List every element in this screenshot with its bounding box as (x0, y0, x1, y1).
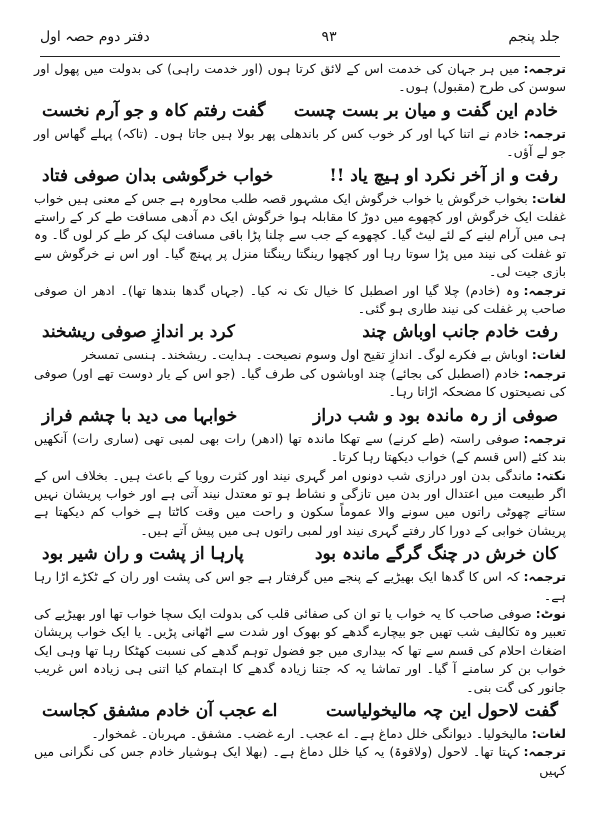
verse-first-hemistich: کان خرش در چنگ گرگے ماندہ بود (314, 544, 558, 565)
volume-label: جلد پنجم (508, 29, 560, 45)
verse-couplet (34, 698, 566, 724)
prose-paragraph (34, 346, 566, 364)
verse-first-hemistich: رفت و از آخر نکرد او ہیچ یاد !! (329, 165, 558, 186)
verse-second-hemistich: اے عجب آن خادم مشفق کجاست (42, 700, 278, 721)
prose-paragraph (34, 430, 566, 467)
paragraph-label: ترجمہ: (523, 125, 566, 141)
paragraph-label: ترجمہ: (523, 365, 566, 381)
verse-couplet (34, 541, 566, 567)
verse-second-hemistich: پارہا از پشت و ران شیر بود (42, 544, 244, 565)
verse-first-hemistich: خادم این گفت و میان بر بست چست (293, 100, 558, 121)
header-divider (40, 56, 560, 57)
prose-paragraph (34, 605, 566, 697)
page-header (40, 22, 560, 52)
paragraph-label: ترجمہ: (523, 569, 566, 585)
verse-second-hemistich: گفت رفتم کاہ و جو آرم نخست (42, 100, 266, 121)
paragraph-label: ترجمہ: (523, 744, 566, 760)
page-number: ٩٣ (321, 29, 337, 45)
prose-paragraph (34, 190, 566, 282)
paragraph-label: نکتہ: (536, 467, 566, 483)
prose-paragraph (34, 725, 566, 743)
paragraph-label: لغات: (531, 347, 566, 363)
verse-couplet (34, 403, 566, 429)
paragraph-label: ترجمہ: (523, 430, 566, 446)
section-label: دفتر دوم حصہ اول (40, 29, 150, 45)
prose-paragraph (34, 365, 566, 402)
verse-first-hemistich: گفت لاحول این چہ مالیخولیاست (325, 700, 558, 721)
paragraph-text: صوفی راستہ (طے کرنے) سے تھکا ماندہ تھا (ادھر) رات بھی لمبی تھی (ساری رات) آنکھیں بند کئے (اس قسم کے) خواب دیکھتا رہا کرتا۔ (34, 430, 566, 465)
prose-paragraph (34, 60, 566, 97)
verse-second-hemistich: کرد بر اندازِ صوفی ریشخند (42, 322, 235, 343)
prose-paragraph (34, 125, 566, 162)
paragraph-text: میں ہر جہان کی خدمت اس کے لائق کرتا ہوں (اور خدمت راہی) کی بدولت میں پھول اور سوسن کی طرح (مقبول) ہوں۔ (34, 61, 566, 95)
verse-second-hemistich: خوابہا می دید با چشم فراز (42, 405, 238, 426)
paragraph-text: ماندگی بدن اور درازی شب دونوں امر گہری نیند اور کثرت رویا کے باعث ہیں۔ بخلاف اس کے اگر طبیعت میں اعتدال اور بدن میں تازگی و نشاط ہو تو معتدل نیند آتی ہے اور خواب پریشان نہیں ستاتے چھوٹی راتوں میں سونے والا عموماً سکون و راحت میں وقت کاٹتا ہے خواب کم دیکھتا ہے پریشان خوابی کے دورا کار رفتے گہری نیند اور لمبی راتوں ہی میں پیش آتے ہیں۔ (34, 467, 566, 538)
verse-second-hemistich: خواب خرگوشی بدان صوفی فتاد (42, 165, 274, 186)
verse-couplet (34, 98, 566, 124)
paragraph-text: کہ اس کا گدھا ایک بھیڑیے کے پنجے میں گرفتار ہے جو اس کی پشت اور ران کے ٹکڑے اڑا رہا ہے۔ (34, 569, 566, 603)
paragraph-text: بخواب خرگوش یا خواب خرگوش ایک مشہور قصہ طلب محاورہ ہے جس کے معنی ہیں خواب غفلت ایک خرگوش اور کچھوے میں دوڑ کا مقابلہ ہوا خرگوش ایک دم آدھی مسافت طے کر کے راستے ہی میں آرام لینے کے لئے لیٹ گیا۔ کچھوے کے جب سے چلنا پڑا باقی مسافت لپک کر طے کر لوں گا۔ وہ تو غفلت کی نیند میں پڑا سوتا رہا اور کچھوا رینگتا رینگتا منزل پر پہنچ گیا۔ اور اس نے خرگوش سے بازی جیت لی۔ (34, 190, 566, 280)
verse-first-hemistich: صوفی از رہ ماندہ بود و شب دراز (313, 405, 558, 426)
prose-paragraph (34, 568, 566, 605)
prose-paragraph (34, 467, 566, 541)
paragraph-label: ترجمہ: (523, 61, 566, 76)
paragraph-text: خادم (اصطبل کی بجائے) چند اوباشوں کی طرف گیا۔ (جو اس کے یار دوست تھے اور) صوفی کی نصیحتوں کا مضحکہ اڑاتا رہا۔ (34, 365, 566, 400)
paragraph-label: لغات: (531, 190, 566, 206)
page-body (34, 60, 566, 829)
paragraph-text: وہ (خادم) چلا گیا اور اصطبل کا خیال تک نہ کیا۔ (جہاں گدھا بندھا تھا)۔ ادھر ان صوفی صاحب پر غفلت کی نیند طاری ہو گئی۔ (34, 282, 566, 317)
prose-paragraph (34, 743, 566, 780)
paragraph-label: نوٹ: (535, 605, 566, 621)
paragraph-text: مالیخولیا۔ دیوانگی خلل دماغ ہے۔ اے عجب۔ ارے غضب۔ مشفق۔ مہربان۔ غمخوار۔ (91, 725, 528, 741)
verse-first-hemistich: رفت خادم جانب اوباش چند (362, 322, 558, 343)
prose-paragraph (34, 282, 566, 319)
paragraph-text: خادم نے اتنا کہا اور کر خوب کس کر باندھلی پھر بولا ہیں جاتا ہوں۔ (تاکہ) پہلے گھاس اور جو لے آؤں۔ (34, 125, 566, 160)
verse-couplet (34, 163, 566, 189)
paragraph-label: لغات: (531, 725, 566, 741)
paragraph-text: صوفی صاحب کا یہ خواب یا تو ان کی صفائی قلب کی بدولت ایک سچا خواب تھا اور بھیڑیے کی تعبیر وہ تکالیف شب تھیں جو بیچارے گدھے کو بھوک اور شدت سے اٹھانی پڑیں۔ یا ایک خواب پریشان اضغاث احلام کی قسم سے تھا کہ بیداری میں جو فضول توہم گدھے کی نسبت کھٹکا رہا تھا وہی ایک خواب بن کر سامنے آ گیا۔ اور تماشا یہ کہ جتنا زیادہ گدھے کا اہتمام کیا اتنی ہی زیادہ اس غریب جانور کی گت بنی۔ (34, 605, 566, 695)
paragraph-text: کہتا تھا۔ لاحول (ولاقوۃ) یہ کیا خلل دماغ ہے۔ (بھلا ایک ہوشیار خادم جس کی نگرانی میں کہیں (34, 744, 566, 778)
paragraph-text: اوباش بے فکرے لوگ۔ اندازِ تقیح اول وسوم نصیحت۔ ہدایت۔ ریشخند۔ ہنسی تمسخر (81, 347, 528, 363)
verse-couplet (34, 319, 566, 345)
paragraph-label: ترجمہ: (523, 282, 566, 298)
